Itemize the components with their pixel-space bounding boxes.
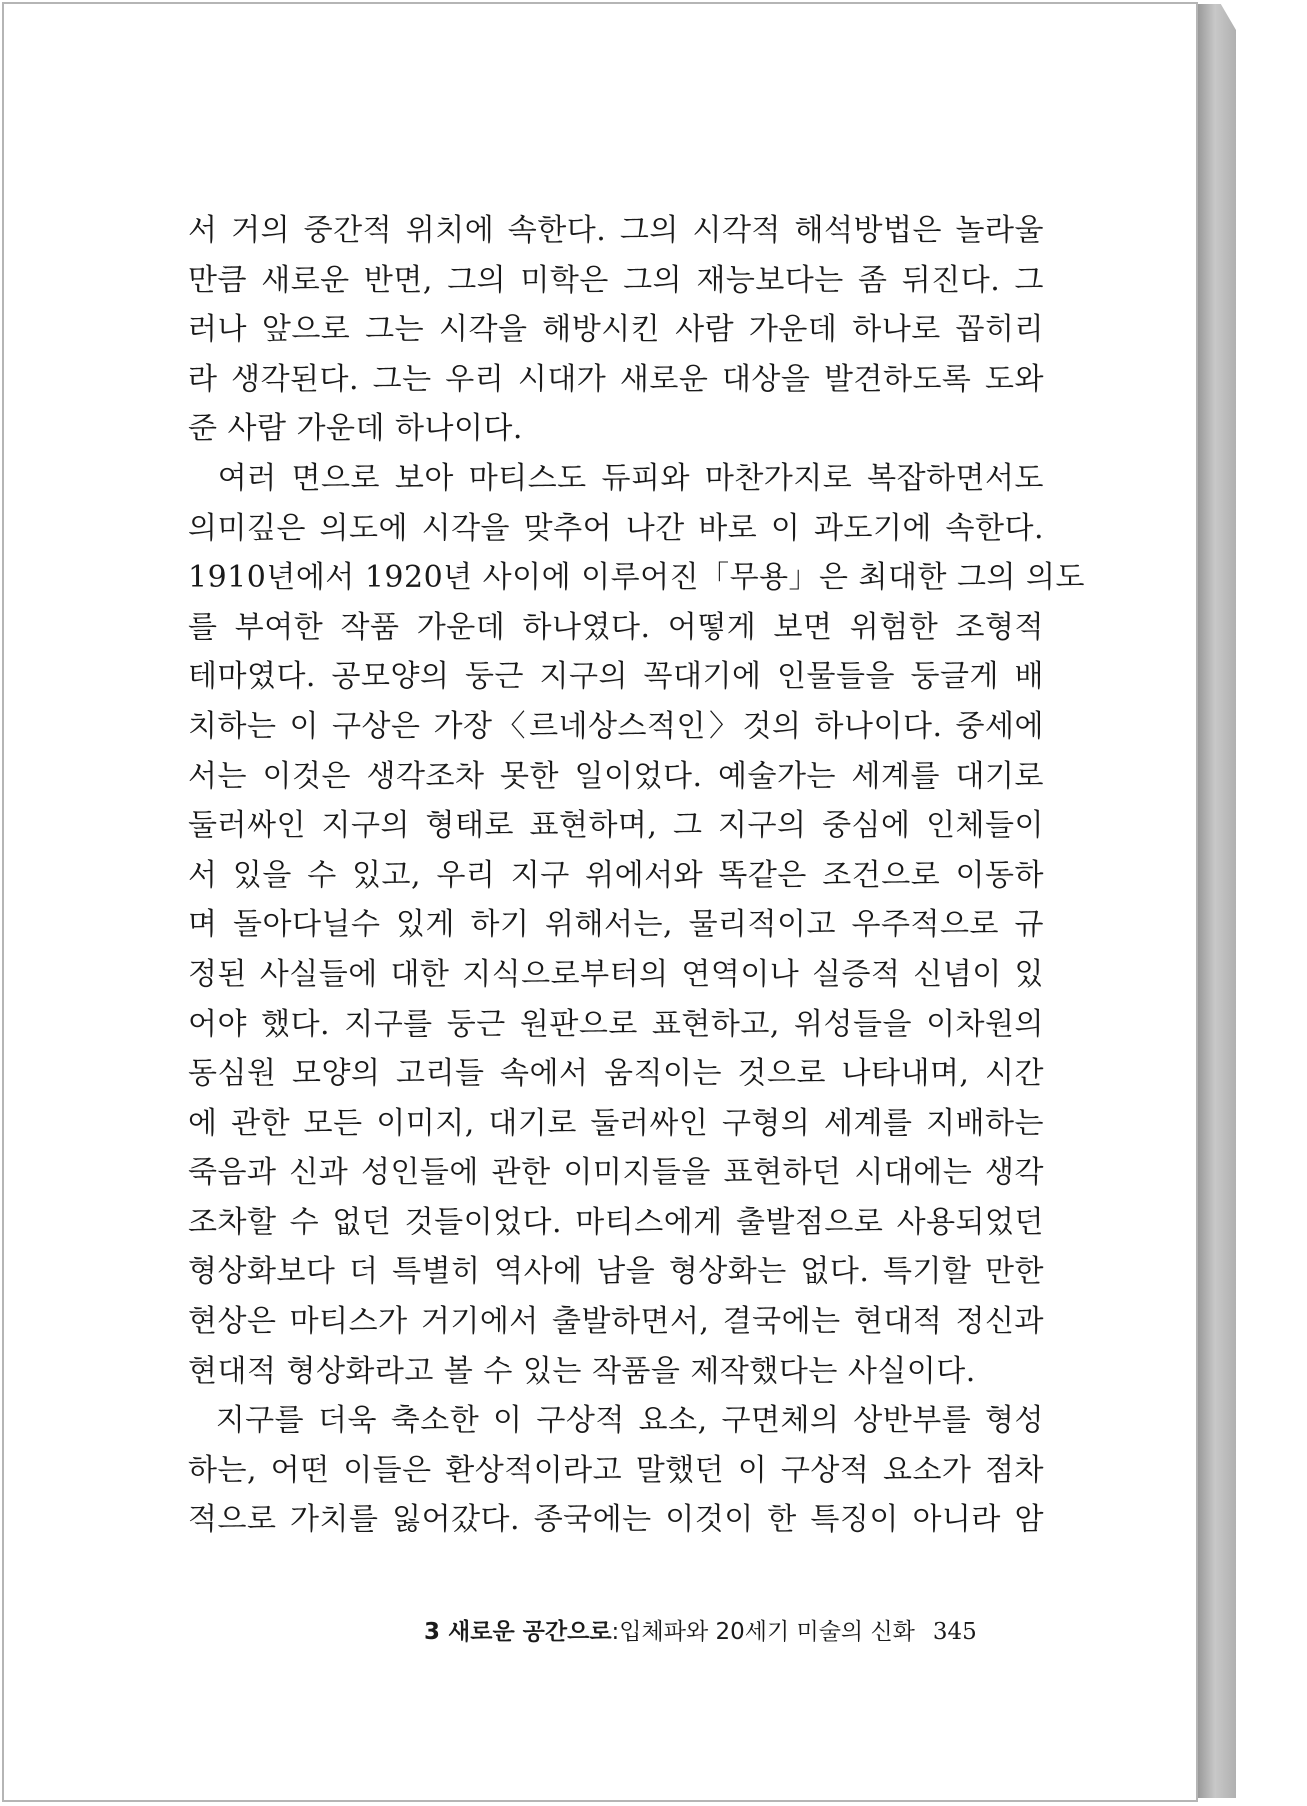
text-line-19: 에 관한 모든 이미지, 대기로 둘러싸인 구형의 세계를 지배하는 — [188, 1105, 1044, 1141]
text-line-18: 동심원 모양의 고리들 속에서 움직이는 것으로 나타내며, 시간 — [188, 1056, 1044, 1092]
text-line-8: 1910년에서 1920년 사이에 이루어진「무용」은 최대한 그의 의도 — [188, 560, 1085, 596]
book-page — [2, 2, 1198, 1802]
text-line-20: 죽음과 신과 성인들에 관한 이미지들을 표현하던 시대에는 생각 — [188, 1155, 1044, 1191]
text-line-9: 를 부여한 작품 가운데 하나였다. 어떻게 보면 위험한 조형적 — [188, 609, 1044, 645]
text-line-14: 서 있을 수 있고, 우리 지구 위에서와 똑같은 조건으로 이동하 — [188, 857, 1044, 893]
text-line-12: 서는 이것은 생각조차 못한 일이었다. 예술가는 세계를 대기로 — [188, 758, 1044, 794]
footer-separator: : — [611, 1619, 620, 1645]
running-footer — [424, 1612, 1014, 1652]
text-line-26: 하는, 어떤 이들은 환상적이라고 말했던 이 구상적 요소가 점차 — [188, 1452, 1044, 1488]
body-text — [188, 206, 1085, 1545]
text-line-4: 라 생각된다. 그는 우리 시대가 새로운 대상을 발견하도록 도와 — [188, 361, 1044, 397]
page-number: 345 — [932, 1619, 977, 1645]
text-line-2: 만큼 새로운 반면, 그의 미학은 그의 재능보다는 좀 뒤진다. 그 — [188, 262, 1044, 298]
footer-chapter-title: 3 새로운 공간으로 — [424, 1619, 612, 1645]
text-line-16: 정된 사실들에 대한 지식으로부터의 연역이나 실증적 신념이 있 — [188, 956, 1044, 992]
text-line-22: 형상화보다 더 특별히 역사에 남을 형상화는 없다. 특기할 만한 — [188, 1254, 1044, 1290]
text-line-21: 조차할 수 없던 것들이었다. 마티스에게 출발점으로 사용되었던 — [188, 1204, 1044, 1240]
text-line-27: 적으로 가치를 잃어갔다. 종국에는 이것이 한 특징이 아니라 암 — [188, 1502, 1044, 1538]
text-line-7: 의미깊은 의도에 시각을 맞추어 나간 바로 이 과도기에 속한다. — [188, 510, 1044, 546]
text-line-6: 여러 면으로 보아 마티스도 듀피와 마찬가지로 복잡하면서도 — [188, 460, 1044, 496]
text-line-1: 서 거의 중간적 위치에 속한다. 그의 시각적 해석방법은 놀라울 — [188, 213, 1044, 248]
text-line-10: 테마였다. 공모양의 둥근 지구의 꼭대기에 인물들을 둥글게 배 — [188, 659, 1044, 695]
text-line-23: 현상은 마티스가 거기에서 출발하면서, 결국에는 현대적 정신과 — [188, 1304, 1044, 1340]
page-edge-shadow — [1198, 4, 1236, 1798]
text-line-3: 러나 앞으로 그는 시각을 해방시킨 사람 가운데 하나로 꼽히리 — [188, 312, 1044, 348]
text-line-15: 며 돌아다닐수 있게 하기 위해서는, 물리적이고 우주적으로 규 — [188, 907, 1044, 943]
text-line-24: 현대적 형상화라고 볼 수 있는 작품을 제작했다는 사실이다. — [188, 1353, 976, 1389]
text-line-17: 어야 했다. 지구를 둥근 원판으로 표현하고, 위성들을 이차원의 — [188, 1006, 1044, 1042]
footer-subtitle: 입체파와 20세기 미술의 신화 — [619, 1619, 915, 1645]
text-line-13: 둘러싸인 지구의 형태로 표현하며, 그 지구의 중심에 인체들이 — [188, 808, 1044, 844]
text-line-5: 준 사람 가운데 하나이다. — [188, 411, 523, 447]
text-line-25: 지구를 더욱 축소한 이 구상적 요소, 구면체의 상반부를 형성 — [188, 1403, 1044, 1439]
text-line-11: 치하는 이 구상은 가장〈르네상스적인〉것의 하나이다. 중세에 — [188, 708, 1044, 744]
